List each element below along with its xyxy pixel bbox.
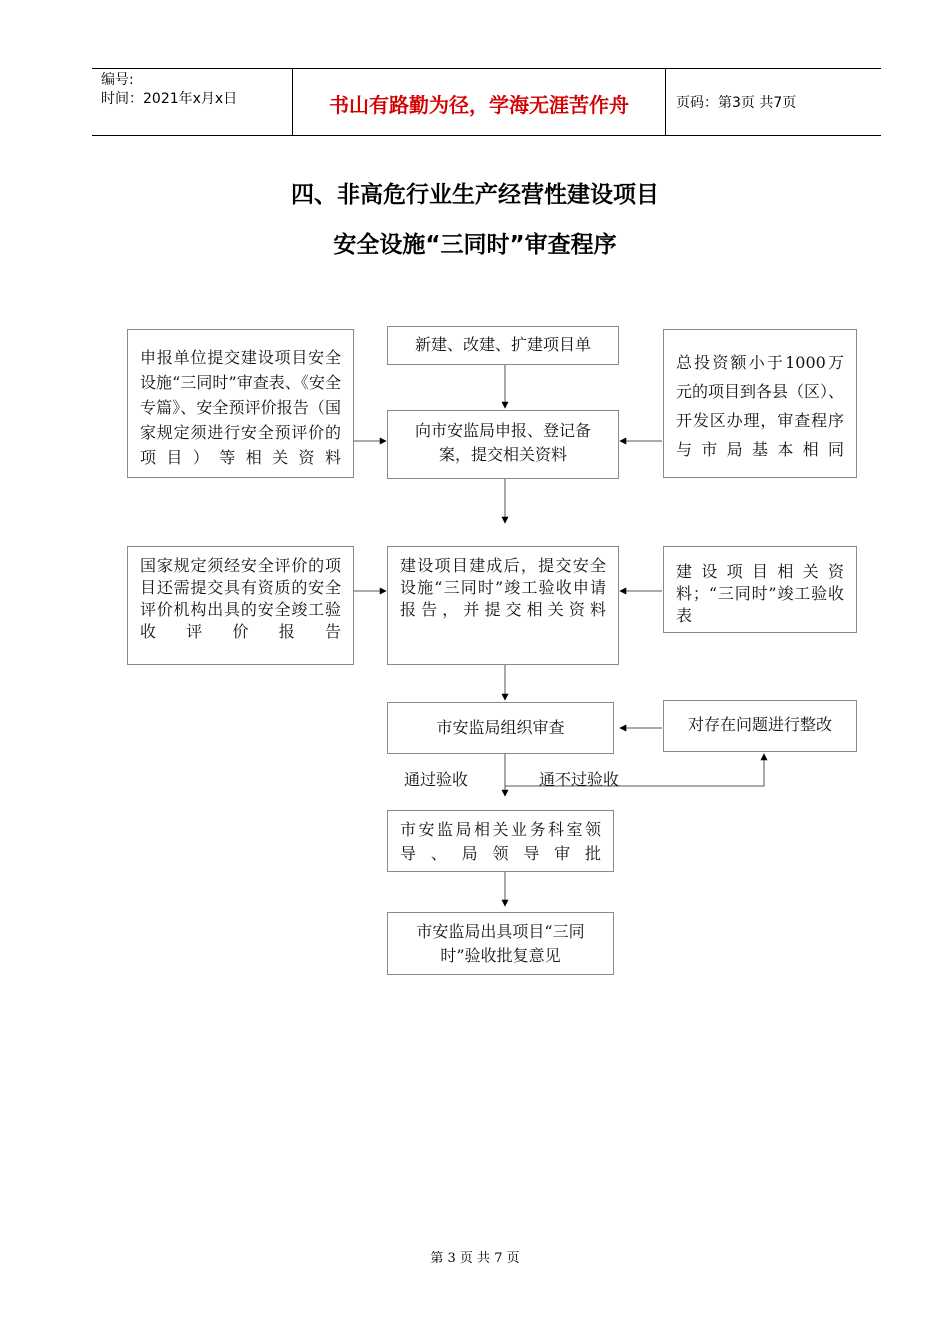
box-right-county	[663, 329, 857, 478]
time-label: 时间：2021年x月x日	[101, 91, 238, 107]
box-completion-apply	[387, 546, 619, 665]
box-issue-opinion-text: 市安监局出具项目“三同时”验收批复意见	[416, 922, 585, 965]
box-apply-register-text: 向市安监局申报、登记备案，提交相关资料	[414, 421, 591, 464]
box-left-evaluation-text: 国家规定须经安全评价的项目还需提交具有资质的安全评价机构出具的安全竣工验收评价报告	[140, 556, 341, 641]
box-apply-register	[387, 410, 619, 479]
footer-page-number: 第 3 页 共 7 页	[430, 1251, 520, 1266]
box-completion-apply-text: 建设项目建成后，提交安全设施“三同时”竣工验收申请报告，并提交相关资料	[400, 556, 606, 619]
box-right-docs	[663, 546, 857, 633]
box-organize-review	[387, 702, 614, 754]
fail-label: 通不过验收	[539, 770, 620, 789]
box-issue-opinion	[387, 912, 614, 975]
header-motto: 书山有路勤为径，学海无涯苦作舟	[329, 92, 629, 117]
box-new-project-text: 新建、改建、扩建项目单	[414, 335, 591, 354]
box-left-evaluation	[127, 546, 354, 665]
pass-label: 通过验收	[404, 770, 469, 789]
box-right-docs-text: 建设项目相关资料；“三同时”竣工验收表	[676, 562, 844, 625]
box-rectify	[663, 700, 857, 752]
box-dept-approval-text: 市安监局相关业务科室领导、局领导审批	[400, 820, 601, 863]
page-title-line2: 安全设施“三同时”审查程序	[333, 232, 617, 258]
box-new-project	[387, 326, 619, 365]
box-left-materials-text: 申报单位提交建设项目安全设施“三同时”审查表、《安全专篇》、安全预评价报告（国家规定须进行安全预评价的项目）等相关资料	[140, 348, 341, 467]
page-title-line1: 四、非高危行业生产经营性建设项目	[291, 182, 659, 208]
box-dept-approval	[387, 810, 614, 872]
code-label: 编号:	[101, 72, 134, 88]
box-left-materials	[127, 329, 354, 478]
page-label: 页码：第3页 共7页	[676, 95, 797, 111]
box-rectify-text: 对存在问题进行整改	[687, 715, 832, 734]
box-right-county-text: 总投资额小于1000万元的项目到各县（区）、开发区办理，审查程序与市局基本相同	[676, 353, 845, 459]
box-organize-review-text: 市安监局组织审查	[436, 718, 565, 737]
